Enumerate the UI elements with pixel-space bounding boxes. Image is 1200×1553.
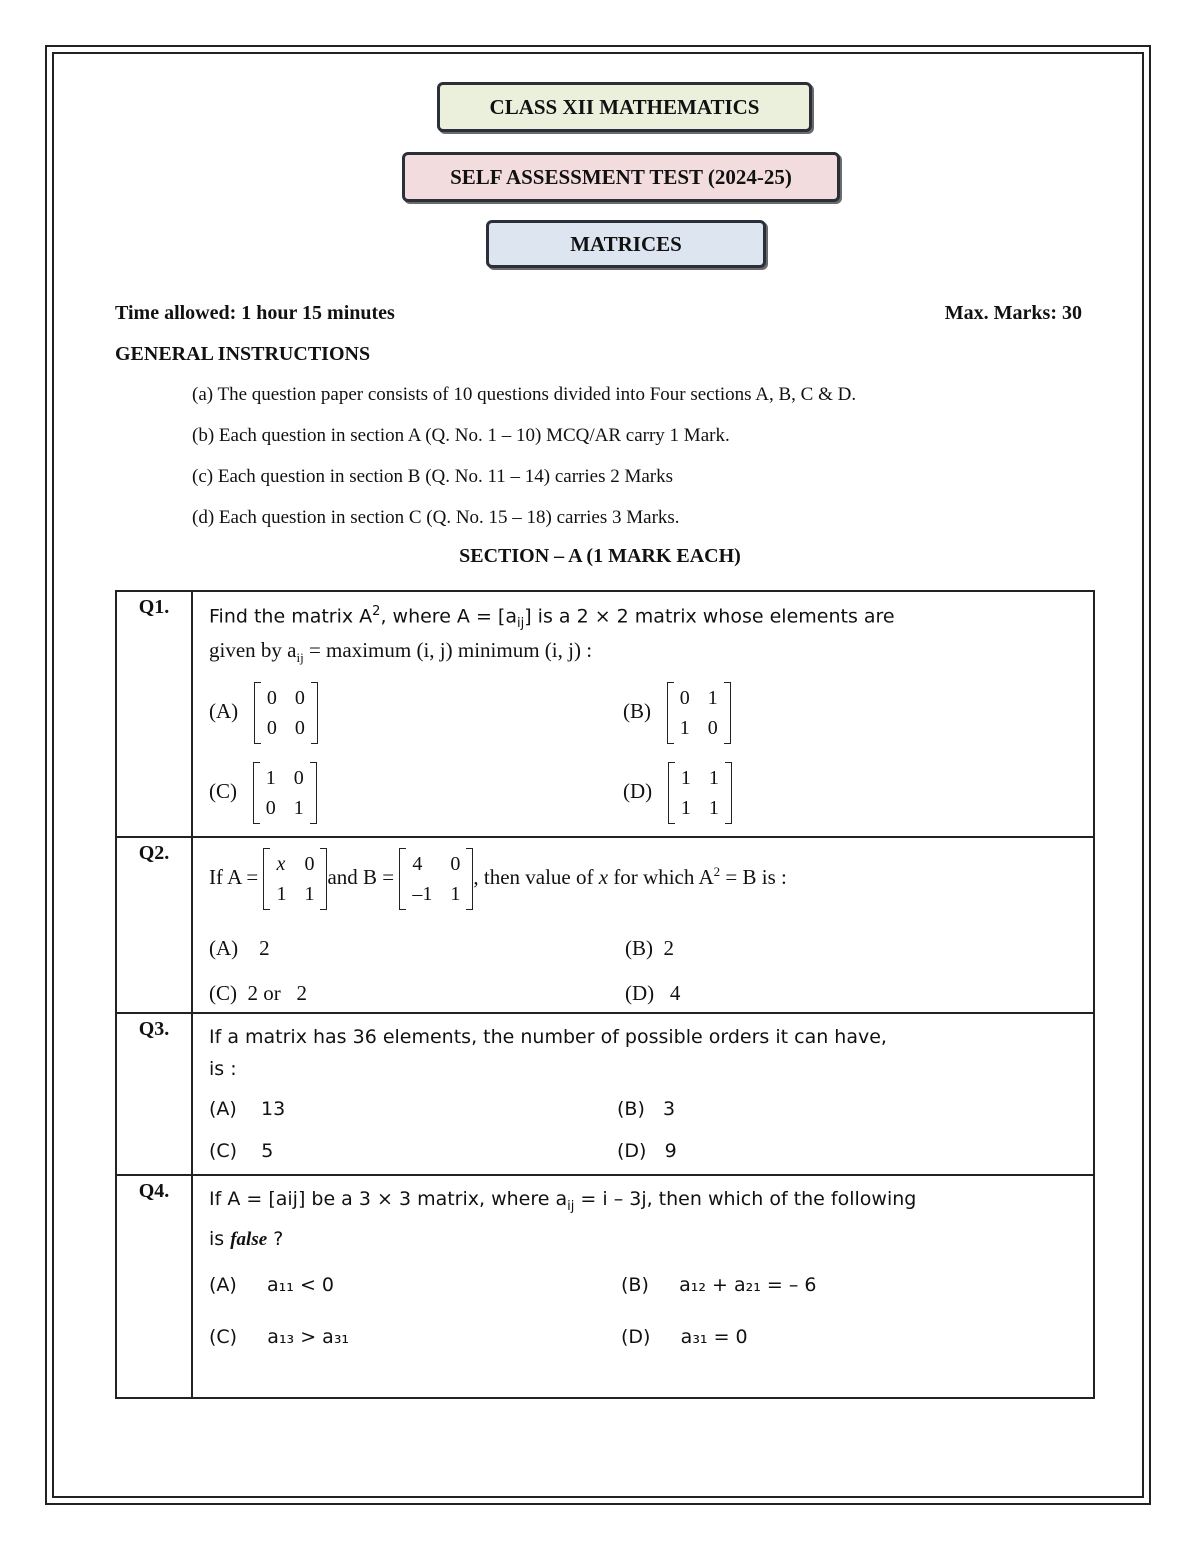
question-text: is false ?: [209, 1228, 284, 1250]
instructions-heading: GENERAL INSTRUCTIONS: [115, 343, 371, 365]
time-allowed: Time allowed: 1 hour 15 minutes: [115, 302, 395, 324]
matrix: 1 0 0 1: [253, 762, 317, 824]
option-b: (B) 2: [625, 936, 674, 960]
option-c: (C) 5: [209, 1140, 274, 1162]
option-c: (C) 2 or 2: [209, 981, 307, 1005]
question-body: [192, 1013, 1094, 1175]
matrix: 0 0 0 0: [254, 682, 318, 744]
instruction-item: (a) The question paper consists of 10 questions divided into Four sections A, B, C & D.: [192, 384, 857, 405]
question-row: [116, 837, 1094, 1013]
question-text: If A = [aij] be a 3 × 3 matrix, where $a_{ij} = i - 3j$, then which of the following: [209, 1188, 917, 1214]
topic-title: MATRICES: [570, 231, 682, 256]
question-body: [192, 1175, 1094, 1398]
question-body: [192, 591, 1094, 837]
question-row: [116, 591, 1094, 837]
instruction-item: (c) Each question in section B (Q. No. 11 – 14) carries 2 Marks: [192, 466, 674, 487]
question-number: Q1.: [116, 591, 192, 837]
class-title-box: [437, 82, 812, 132]
question-text: is :: [209, 1058, 237, 1080]
option-a: (A) 13: [209, 1098, 286, 1120]
question-body: [192, 837, 1094, 1013]
matrix: 0 1 1 0: [667, 682, 731, 744]
option-d: (D) 9: [617, 1140, 677, 1162]
question-row: [116, 1175, 1094, 1398]
option-b: (B) 0 1 1 0: [623, 682, 731, 744]
section-a-heading: SECTION – A (1 MARK EACH): [459, 545, 741, 567]
option-d: (D) 4: [625, 981, 681, 1005]
option-d: (D) 1 1 1 1: [623, 762, 732, 824]
question-text: If a matrix has 36 elements, the number of possible orders it can have,: [209, 1026, 887, 1048]
question-row: [116, 1013, 1094, 1175]
option-a: (A) 0 0 0 0: [209, 682, 318, 744]
option-b: (B) 3: [617, 1098, 676, 1120]
topic-title-box: [486, 220, 766, 268]
question-number: Q3.: [116, 1013, 192, 1175]
instruction-item: (d) Each question in section C (Q. No. 15 – 18) carries 3 Marks.: [192, 507, 680, 528]
option-c: (C) a₁₃ > a₃₁: [209, 1326, 350, 1348]
option-b: (B) a₁₂ + a₂₁ = – 6: [621, 1274, 817, 1296]
option-a: (A) a₁₁ < 0: [209, 1274, 334, 1296]
max-marks: Max. Marks: 30: [944, 302, 1082, 324]
matrix-b: 4 0 –1 1: [399, 848, 473, 910]
question-number: Q2.: [116, 837, 192, 1013]
option-a: (A) 2: [209, 936, 270, 960]
matrix: 1 1 1 1: [668, 762, 732, 824]
question-text: Find the matrix $A^2$, where $A = [a_{ij}]$ is a 2 × 2 matrix whose elements are: [209, 604, 895, 632]
question-text: given by $a_{ij}$ = maximum (i, j) minimum (i, j) :: [209, 638, 593, 666]
test-title-box: [402, 152, 840, 202]
option-d: (D) a₃₁ = 0: [621, 1326, 748, 1348]
question-text: If A = x 0 1 1 and B = 4 0 –1 1 , then value of x for which $A^2 = B$ is :: [209, 848, 787, 910]
option-c: (C) 1 0 0 1: [209, 762, 317, 824]
questions-table: [115, 590, 1095, 1399]
instruction-item: (b) Each question in section A (Q. No. 1 – 10) MCQ/AR carry 1 Mark.: [192, 425, 730, 446]
question-number: Q4.: [116, 1175, 192, 1398]
class-title: CLASS XII MATHEMATICS: [489, 94, 760, 119]
test-title: SELF ASSESSMENT TEST (2024-25): [450, 164, 792, 189]
matrix-a: x 0 1 1: [263, 848, 327, 910]
